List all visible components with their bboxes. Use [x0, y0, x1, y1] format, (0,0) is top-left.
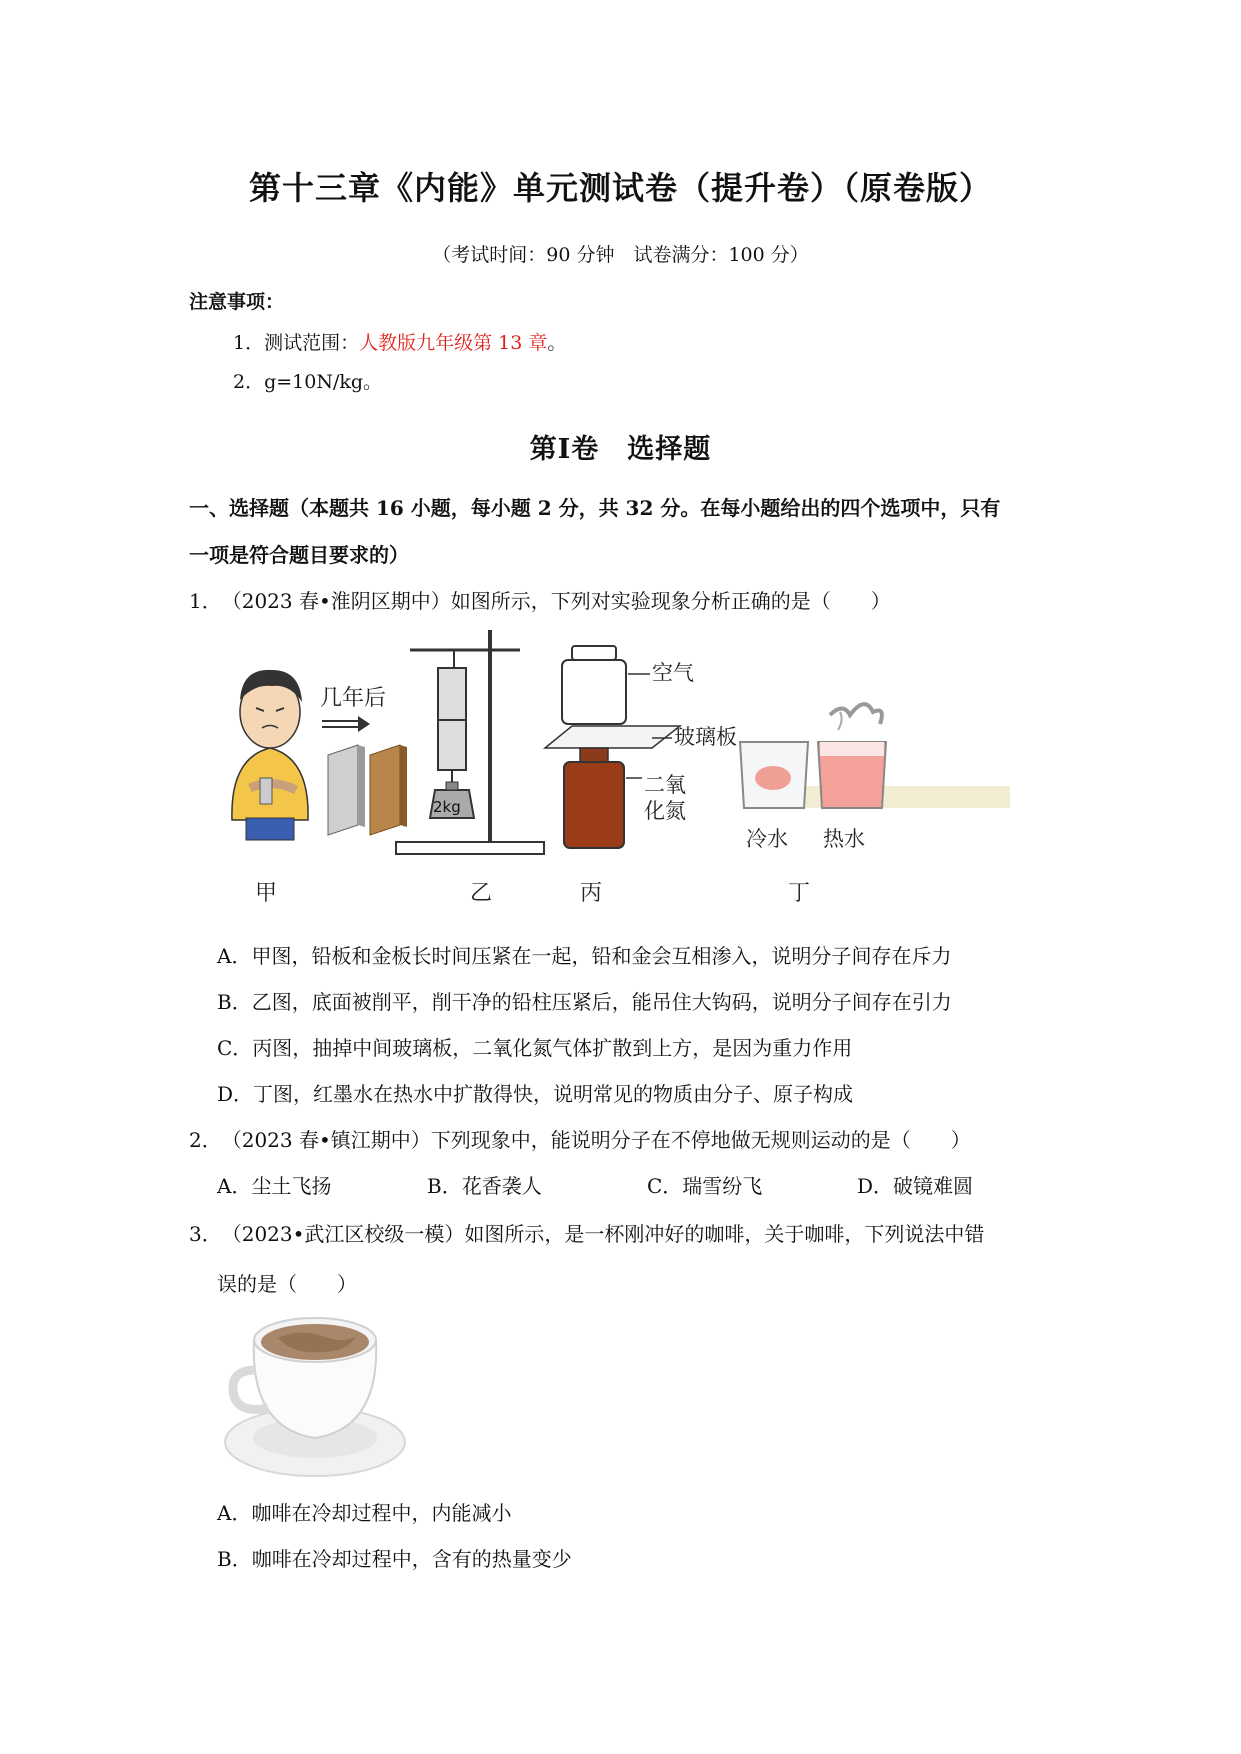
exam-info: （考试时间：90 分钟 试卷满分：100 分） [432, 244, 809, 266]
question-3-option-b: B．咖啡在冷却过程中，含有的热量变少 [217, 1547, 572, 1571]
page-title: 第十三章《内能》单元测试卷（提升卷）（原卷版） [248, 169, 992, 207]
question-1-option-a: A．甲图，铅板和金板长时间压紧在一起，铅和金会互相渗入，说明分子间存在斥力 [217, 944, 952, 968]
panel-jia-illustration [232, 670, 308, 840]
question-2-option-a: A．尘土飞扬 [217, 1174, 332, 1198]
note-suffix: 。 [547, 332, 567, 354]
question-text: （2023 春•镇江期中）下列现象中，能说明分子在不停地做无规则运动的是（ ） [221, 1128, 971, 1152]
note-prefix: g=10N/kg。 [264, 371, 383, 393]
question-number: 1． [189, 589, 222, 613]
question-3-option-a: A．咖啡在冷却过程中，内能减小 [217, 1501, 512, 1525]
section-title: 第Ⅰ卷 选择题 [529, 434, 712, 465]
question-1-option-c: C．丙图，抽掉中间玻璃板，二氧化氮气体扩散到上方，是因为重力作用 [217, 1036, 853, 1060]
question-2 [189, 1124, 1069, 1153]
note-number: 2． [233, 371, 265, 393]
question-2-option-b: B．花香袭人 [427, 1174, 542, 1198]
glass-plate-label: 玻璃板 [674, 725, 737, 749]
panel-yi-illustration [396, 630, 544, 854]
question-number: 3． [189, 1222, 222, 1246]
question-2-option-c: C．瑞雪纷飞 [647, 1174, 763, 1198]
question-1 [189, 585, 1069, 614]
question-2-option-d: D．破镜难圆 [857, 1174, 974, 1198]
panel-jia-caption: 几年后 [320, 686, 387, 711]
note-highlight: 人教版九年级第 13 章 [359, 332, 548, 354]
cold-water-label: 冷水 [746, 827, 788, 851]
air-label: 空气 [652, 661, 694, 685]
no2-label-line-1: 二氧 [644, 773, 686, 797]
question-1-option-b: B．乙图，底面被削平，削干净的铅柱压紧后，能吊住大钩码，说明分子间存在引力 [217, 990, 952, 1014]
arrow-icon [322, 716, 370, 732]
panel-label-bing: 丙 [580, 881, 603, 906]
panel-label-ding: 丁 [788, 881, 811, 906]
panel-label-jia: 甲 [255, 881, 278, 906]
weight-label: 2kg [433, 798, 461, 816]
note-item-1 [233, 328, 566, 355]
notes-heading: 注意事项： [189, 291, 285, 313]
question-text-line-1: （2023•武江区校级一模）如图所示，是一杯刚冲好的咖啡，关于咖啡，下列说法中错 [221, 1222, 985, 1246]
note-item-2 [233, 367, 382, 394]
hot-water-label: 热水 [823, 827, 865, 851]
question-number: 2． [189, 1128, 222, 1152]
question-3-line-2: 误的是（ ） [217, 1272, 357, 1296]
panel-label-yi: 乙 [470, 881, 493, 906]
no2-label-line-2: 化氮 [644, 799, 686, 823]
note-prefix: 测试范围： [264, 332, 360, 354]
question-1-option-d: D．丁图，红墨水在热水中扩散得快，说明常见的物质由分子、原子构成 [217, 1082, 854, 1106]
panel-ding-illustration [740, 704, 1010, 808]
part-heading-line-2: 一项是符合题目要求的） [189, 543, 409, 567]
coffee-cup-image [220, 1300, 410, 1480]
question-text: （2023 春•淮阴区期中）如图所示，下列对实验现象分析正确的是（ ） [221, 589, 891, 613]
part-heading-line-1: 一、选择题（本题共 16 小题，每小题 2 分，共 32 分。在每小题给出的四个选项中，只有 [189, 496, 1001, 520]
lead-gold-plates [328, 745, 407, 835]
question-3 [189, 1218, 1069, 1247]
note-number: 1． [233, 332, 265, 354]
experiment-figure [210, 620, 1030, 910]
